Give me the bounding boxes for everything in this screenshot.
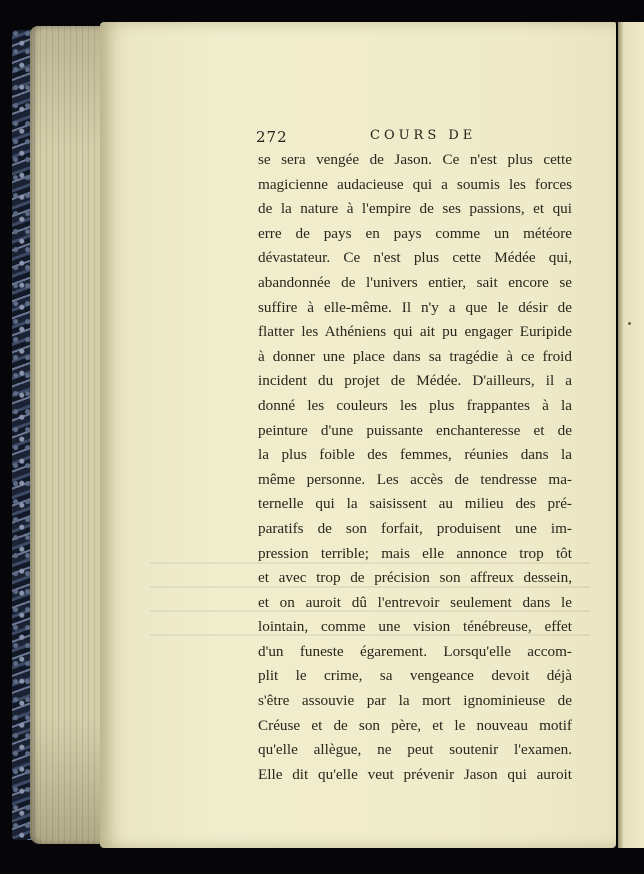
text-line: qu'elle allègue, ne peut soutenir l'examen. xyxy=(258,741,572,759)
text-line: et on auroit dû l'entrevoir seulement dans le xyxy=(258,593,572,611)
page-speck xyxy=(628,322,631,325)
running-head-title: COURS DE xyxy=(370,128,477,143)
text-line: ternelle qui la saisissent au milieu des pré- xyxy=(258,495,572,513)
body-text xyxy=(258,148,572,787)
text-line: peinture d'une puissante enchanteresse et de xyxy=(258,421,572,439)
text-line: plit le crime, sa vengeance devoit déjà xyxy=(258,667,572,685)
text-line: lointain, comme une vision ténébreuse, effet xyxy=(258,618,572,636)
text-line: flatter les Athéniens qui ait pu engager Euripide xyxy=(258,323,572,341)
running-head xyxy=(256,128,576,146)
text-line: se sera vengée de Jason. Ce n'est plus cette xyxy=(258,151,572,168)
text-line: d'un funeste égarement. Lorsqu'elle accom- xyxy=(258,642,572,660)
text-line: même personne. Les accès de tendresse ma- xyxy=(258,470,572,488)
text-line: magicienne audacieuse qui a soumis les forces xyxy=(258,175,572,193)
page-number: 272 xyxy=(256,128,288,146)
text-line: s'être assouvie par la mort ignominieuse de xyxy=(258,692,572,710)
text-line: donné les couleurs les plus frappantes à la xyxy=(258,396,572,414)
text-line: suffire à elle-même. Il n'y a que le désir de xyxy=(258,298,572,316)
text-line: abandonnée de l'univers entier, sait encore se xyxy=(258,273,572,291)
text-line: Elle dit qu'elle veut prévenir Jason qui auroit xyxy=(258,765,572,783)
text-line: à donner une place dans sa tragédie à ce froid xyxy=(258,347,572,365)
text-line: Créuse et de son père, et le nouveau motif xyxy=(258,716,572,734)
text-line: incident du projet de Médée. D'ailleurs, il a xyxy=(258,372,572,390)
text-line: la plus foible des femmes, réunies dans la xyxy=(258,446,572,464)
text-line: et avec trop de précision son affreux dessein, xyxy=(258,569,572,587)
text-line: paratifs de son forfait, produisent une im- xyxy=(258,519,572,537)
text-line: erre de pays en pays comme un météore xyxy=(258,224,572,242)
text-line: pression terrible; mais elle annonce trop tôt xyxy=(258,544,572,562)
text-line: de la nature à l'empire de ses passions, et qui xyxy=(258,200,572,218)
facing-page-edge xyxy=(618,22,644,848)
text-line: dévastateur. Ce n'est plus cette Médée qui, xyxy=(258,249,572,267)
